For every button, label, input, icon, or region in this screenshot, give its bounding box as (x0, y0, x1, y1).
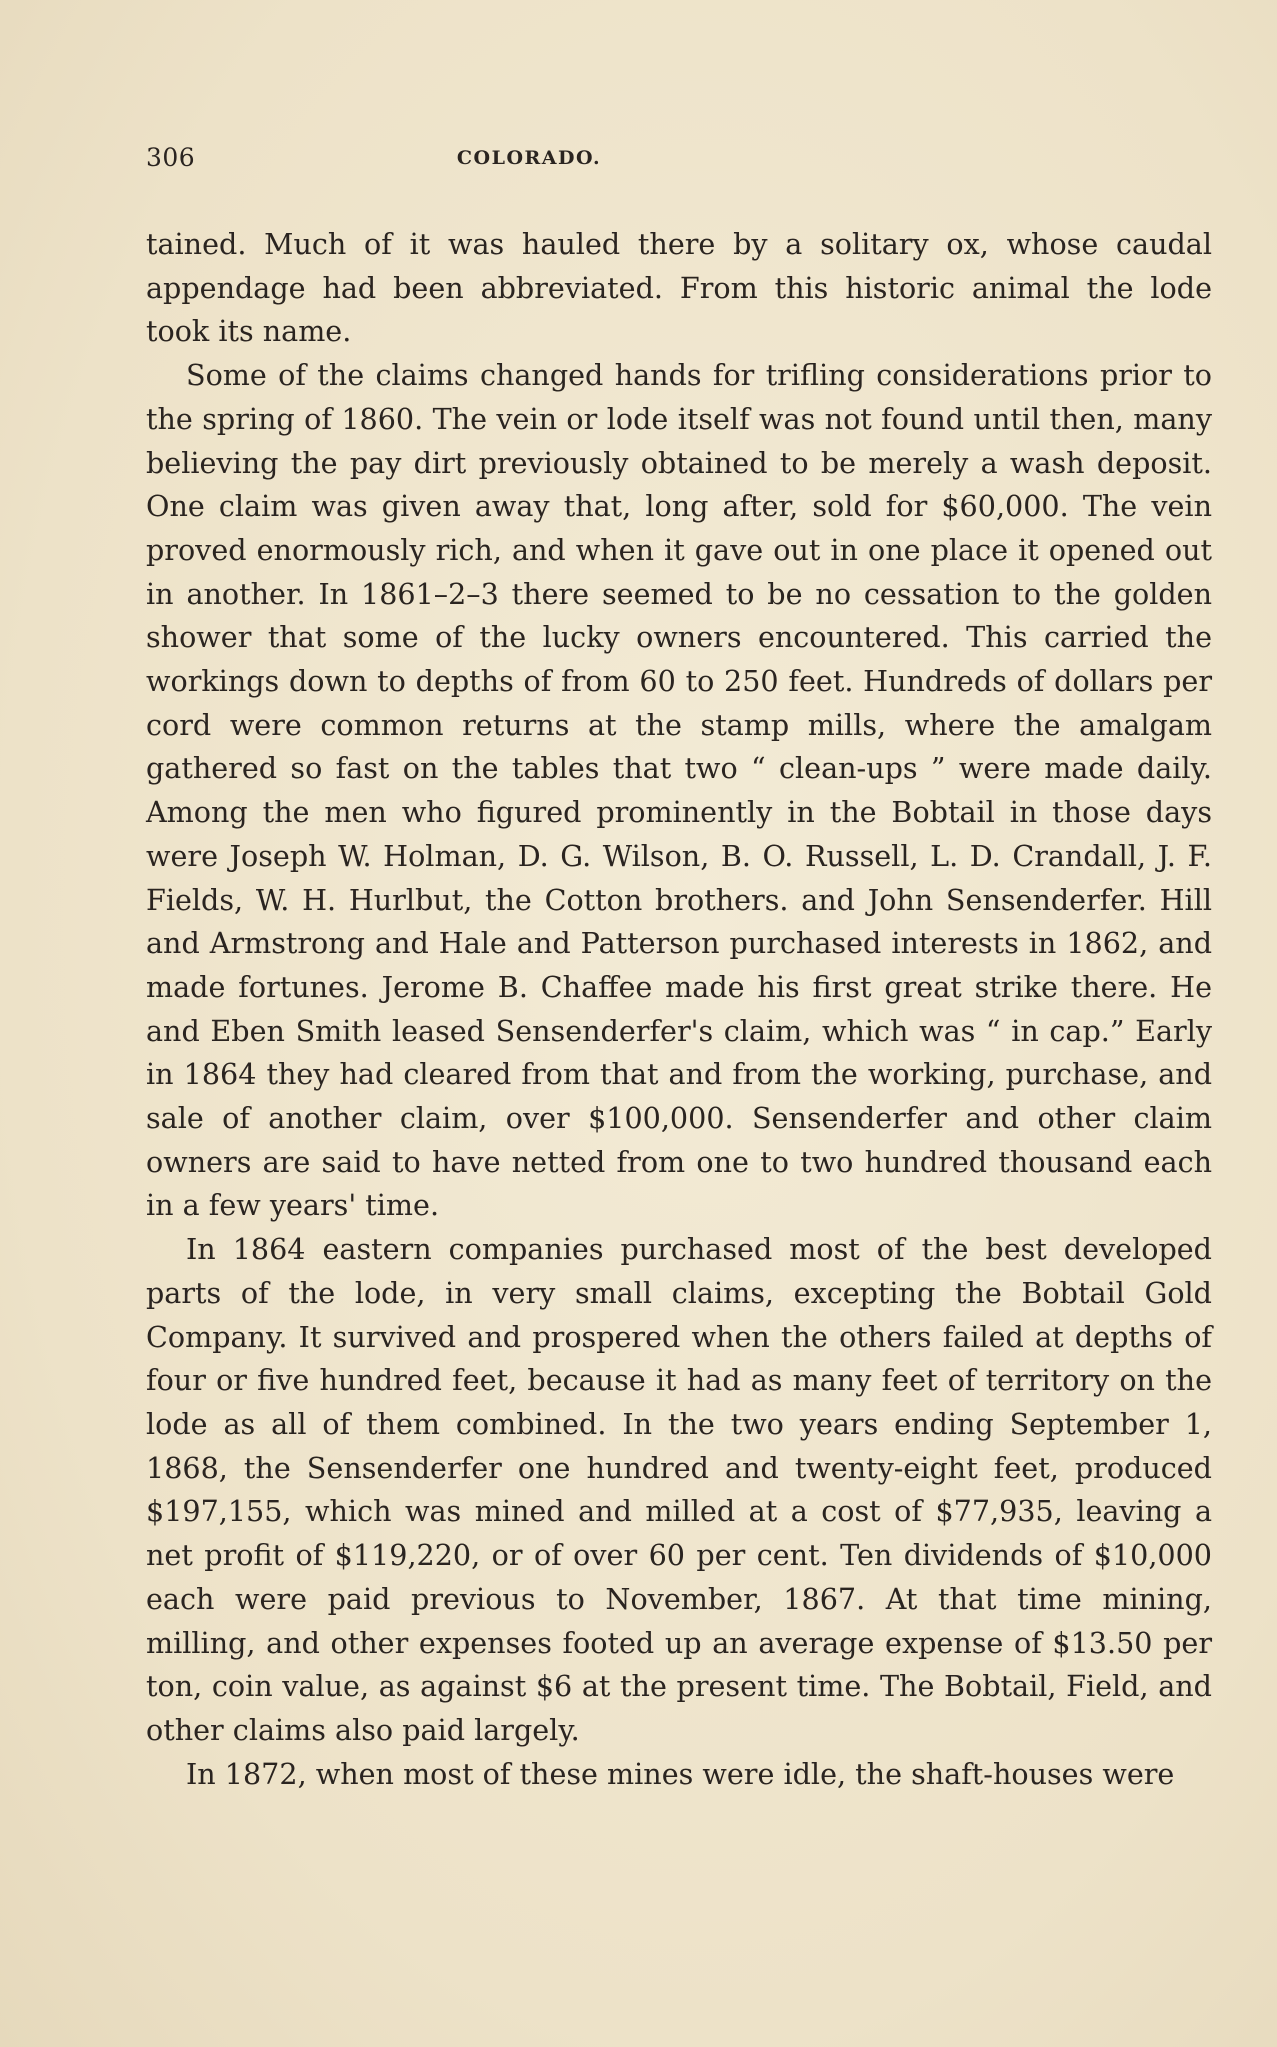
body-text (146, 223, 1212, 1796)
paragraph: In 1872, when most of these mines were idle, the shaft-houses were (186, 1756, 1175, 1791)
running-head: COLORADO. (456, 147, 602, 169)
page-number: 306 (146, 143, 196, 172)
paragraph-continued: tained. Much of it was hauled there by a solitary ox, whose caudal appendage had been abbreviated. From this historic animal the lode took its name. (146, 227, 1212, 349)
page-header (146, 143, 1212, 179)
paragraph: Some of the claims changed hands for trifling considerations prior to the spring of 1860. The vein or lode itself was not found until then, many believing the pay dirt previously obtained to be merely a wash deposit. One claim was given away that, long after, sold for $60,000. The vein proved enormously rich, and when it gave out in one place it opened out in another. In 1861–2–3 there seemed to be no cessation to the golden shower that some of the lucky owners encountered. This carried the workings down to depths of from 60 to 250 feet. Hundreds of dollars per cord were common returns at the stamp mills, where the amalgam gathered so fast on the tables that two “ clean-ups ” were made daily. Among the men who figured prominently in the Bobtail in those days were Joseph W. Holman, D. G. Wilson, B. O. Russell, L. D. Crandall, J. F. Fields, W. H. Hurlbut, the Cotton brothers. and John Sensenderfer. Hill and Armstrong and Hale and Patterson purchased interests in 1862, and made fortunes. Jerome B. Chaffee made his first great strike there. He and Eben Smith leased Sensenderfer's claim, which was “ in cap.” Early in 1864 they had cleared from that and from the working, purchase, and sale of another claim, over $100,000. Sensenderfer and other claim owners are said to have netted from one to two hundred thousand each in a few years' time. (146, 358, 1212, 1223)
paragraph: In 1864 eastern companies purchased most of the best developed parts of the lode, in very small claims, excepting the Bobtail Gold Company. It survived and prospered when the others failed at depths of four or five hundred feet, because it had as many feet of territory on the lode as all of them combined. In the two years ending September 1, 1868, the Sensenderfer one hundred and twenty-eight feet, produced $197,155, which was mined and milled at a cost of $77,935, leaving a net profit of $119,220, or of over 60 per cent. Ten dividends of $10,000 each were paid previous to November, 1867. At that time mining, milling, and other expenses footed up an average expense of $13.50 per ton, coin value, as against $6 at the present time. The Bobtail, Field, and other claims also paid largely. (146, 1232, 1212, 1747)
